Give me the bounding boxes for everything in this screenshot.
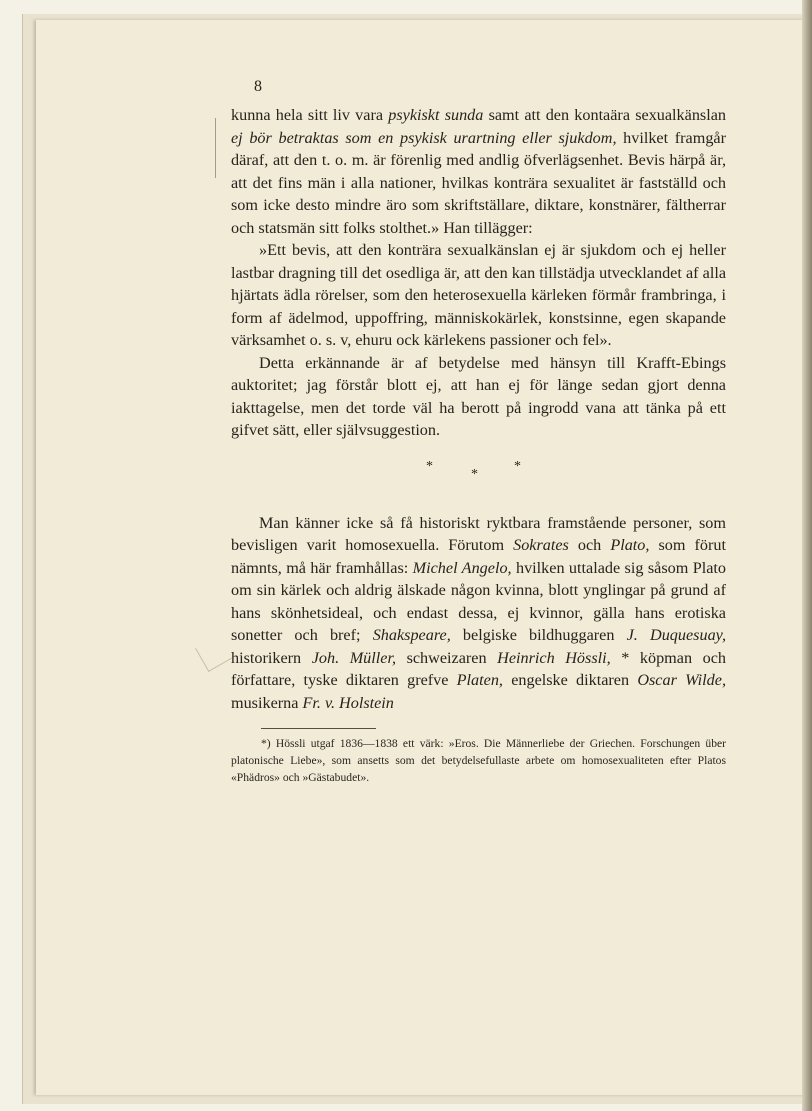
text-run: historikern bbox=[231, 648, 312, 667]
text-run: engelske diktaren bbox=[502, 671, 638, 689]
binding-edge bbox=[802, 0, 812, 1111]
italic-run: Shakspeare, bbox=[372, 626, 451, 644]
footnote-rule bbox=[261, 728, 376, 729]
text-run: hvilken uttalade sig såsom Plato om sin kärlek och aldrig älskade någon kvinna, blott ynglingar på grund af hans skönhetsideal, och endast dessa, ej kvinnor, gälla hans erotiska sonetter och bref; bbox=[231, 558, 726, 644]
italic-run: J. Duquesuay, bbox=[626, 626, 727, 644]
paragraph-1 bbox=[231, 104, 726, 239]
paragraph-4 bbox=[231, 512, 726, 715]
text-run: musikerna bbox=[231, 693, 303, 712]
page-number: 8 bbox=[254, 78, 262, 95]
asterisk: * bbox=[471, 466, 478, 482]
footnote-text: *) Hössli utgaf 1836—1838 ett värk: »Eros. Die Männerliebe der Griechen. Forschungen über platonische Liebe», som ansetts som det betydelsefullaste arbete om homosexualiteten efter Platos «Phädros» och »Gästabudet». bbox=[231, 737, 726, 784]
italic-run: Oscar Wilde, bbox=[637, 671, 727, 689]
text-run: kunna hela sitt liv vara bbox=[231, 106, 389, 124]
text-run: och bbox=[568, 536, 611, 554]
footnote bbox=[231, 735, 726, 786]
asterisk: * bbox=[426, 458, 433, 474]
text-run: belgiske bildhuggaren bbox=[450, 626, 627, 644]
text-run: som förut nämnts, må här framhållas: bbox=[231, 536, 726, 577]
text-run: Man känner icke så få historiskt ryktbara framstående personer, som bevisligen varit homosexuella. Förutom bbox=[231, 513, 726, 554]
body-text bbox=[231, 104, 726, 786]
italic-run: Heinrich Hössli, bbox=[497, 648, 611, 667]
italic-run: Plato, bbox=[610, 536, 650, 554]
asterisk: * bbox=[514, 458, 521, 474]
italic-run: Joh. Müller, bbox=[311, 648, 396, 667]
italic-run: Fr. v. Holstein bbox=[302, 693, 394, 712]
text-run: schweizaren bbox=[396, 648, 498, 667]
pencil-margin-mark bbox=[215, 118, 216, 178]
text-run: samt att den kontaära sexualkänslan bbox=[483, 106, 727, 124]
italic-run: Sokrates bbox=[513, 536, 569, 554]
asterism bbox=[231, 442, 726, 512]
text-run: hvilket framgår däraf, att den t. o. m. är förenlig med andlig öfverlägsenhet. Bevis härpå är, att det fins män i alla nationer, hvilkas konträra sexualitet är fastställd och som icke desto mindre äro som skriftställare, diktare, konstnärer, fältherrar och statsmän sitt folks stolthet.» Han tillägger: bbox=[231, 128, 726, 237]
italic-run: Platen, bbox=[456, 671, 503, 689]
italic-run: psykiskt sunda bbox=[388, 106, 484, 124]
paragraph-3: Detta erkännande är af betydelse med hänsyn till Krafft-Ebings auktoritet; jag förstår blott ej, att han ej för länge sedan gjort denna iakttagelse, men det torde väl ha berott på ingrodd vana att tänka på ett gifvet sätt, eller självsuggestion. bbox=[231, 353, 726, 439]
italic-run: Michel Angelo, bbox=[412, 558, 512, 577]
italic-run: ej bör betraktas som en psykisk urartning eller sjukdom, bbox=[231, 128, 617, 147]
paragraph-2: »Ett bevis, att den konträra sexualkänslan ej är sjukdom och ej heller lastbar dragning till det osedliga är, att den kan tillstädja utvecklandet af alla hjärtats ädla rörelser, som den heterosexuella kärleken förmår frambringa, i form af ädelmod, uppoffring, människokärlek, konstsinne, egen skapande värksamhet o. s. v, ehuru ock kärlekens passioner och fel». bbox=[231, 241, 726, 349]
text-run: * köpman och författare, tyske diktaren grefve bbox=[231, 648, 726, 689]
